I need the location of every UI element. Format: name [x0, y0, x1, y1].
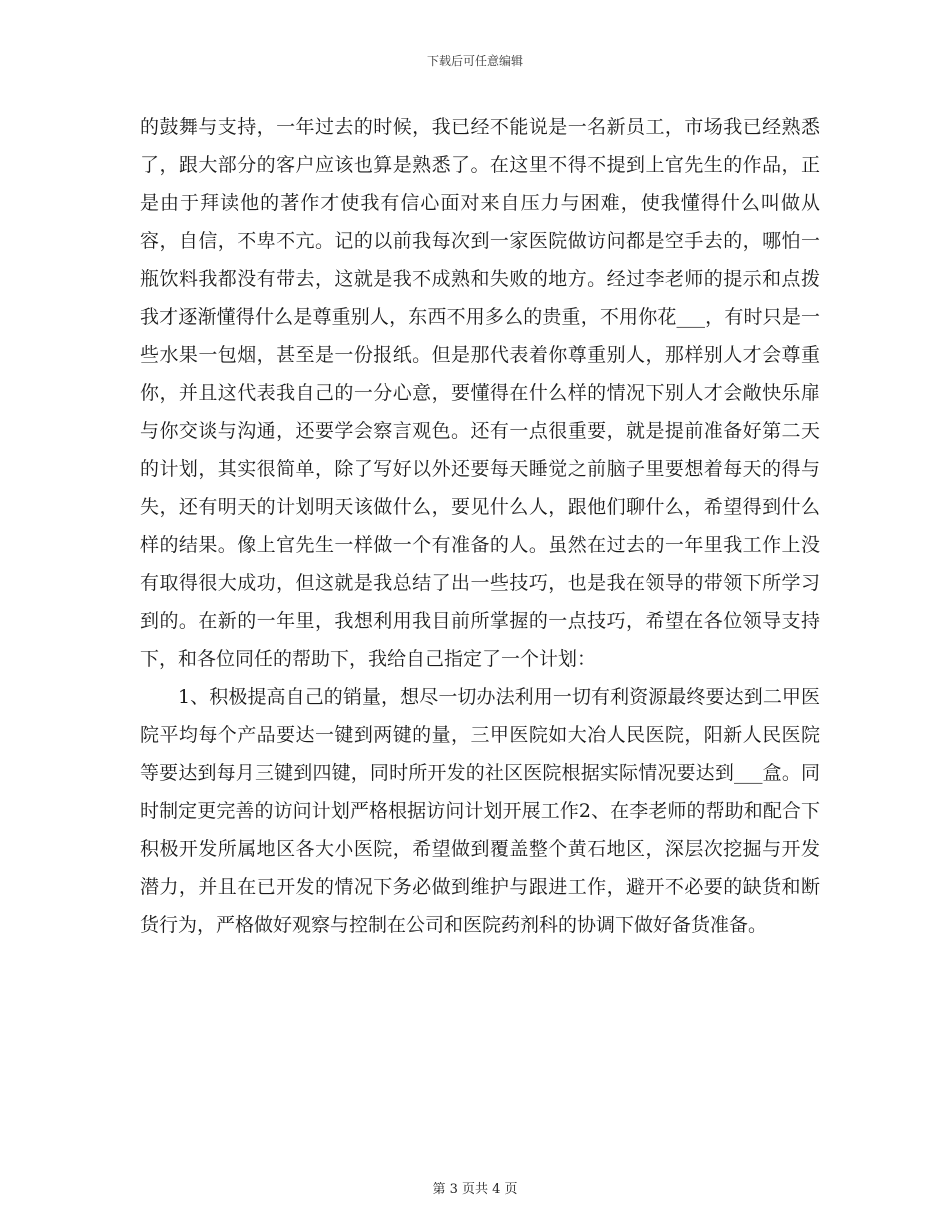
document-body	[140, 108, 820, 944]
page-header: 下载后可任意编辑	[426, 54, 523, 68]
body-paragraph: 1、积极提高自己的销量，想尽一切办法利用一切有利资源最终要达到二甲医院平均每个产品要达一键到两键的量，三甲医院如大冶人民医院，阳新人民医院等要达到每月三键到四键，同时所开发的社区医院根据实际情况要达到___盒。同时制定更完善的访问计划严格根据访问计划开展工作2、在李老师的帮助和配合下积极开发所属地区各大小医院，希望做到覆盖整个黄石地区，深层次挖掘与开发潜力，并且在已开发的情况下务必做到维护与跟进工作，避开不必要的缺货和断货行为，严格做好观察与控制在公司和医院药剂科的协调下做好备货准备。	[140, 686, 820, 936]
page-footer: 第 3 页共 4 页	[432, 1182, 518, 1197]
body-paragraph: 的鼓舞与支持，一年过去的时候，我已经不能说是一名新员工，市场我已经熟悉了，跟大部分的客户应该也算是熟悉了。在这里不得不提到上官先生的作品，正是由于拜读他的著作才使我有信心面对来自压力与困难，使我懂得什么叫做从容，自信，不卑不亢。记的以前我每次到一家医院做访问都是空手去的，哪怕一瓶饮料我都没有带去，这就是我不成熟和失败的地方。经过李老师的提示和点拨我才逐渐懂得什么是尊重别人，东西不用多么的贵重，不用你花___，有时只是一些水果一包烟，甚至是一份报纸。但是那代表着你尊重别人，那样别人才会尊重你，并且这代表我自己的一分心意，要懂得在什么样的情况下别人才会敞快乐扉与你交谈与沟通，还要学会察言观色。还有一点很重要，就是提前准备好第二天的计划，其实很简单，除了写好以外还要每天睡觉之前脑子里要想着每天的得与失，还有明天的计划明天该做什么，要见什么人，跟他们聊什么，希望得到什么样的结果。像上官先生一样做一个有准备的人。虽然在过去的一年里我工作上没有取得很大成功，但这就是我总结了出一些技巧，也是我在领导的带领下所学习到的。在新的一年里，我想利用我目前所掌握的一点技巧，希望在各位领导支持下，和各位同任的帮助下，我给自己指定了一个计划：	[140, 116, 820, 670]
